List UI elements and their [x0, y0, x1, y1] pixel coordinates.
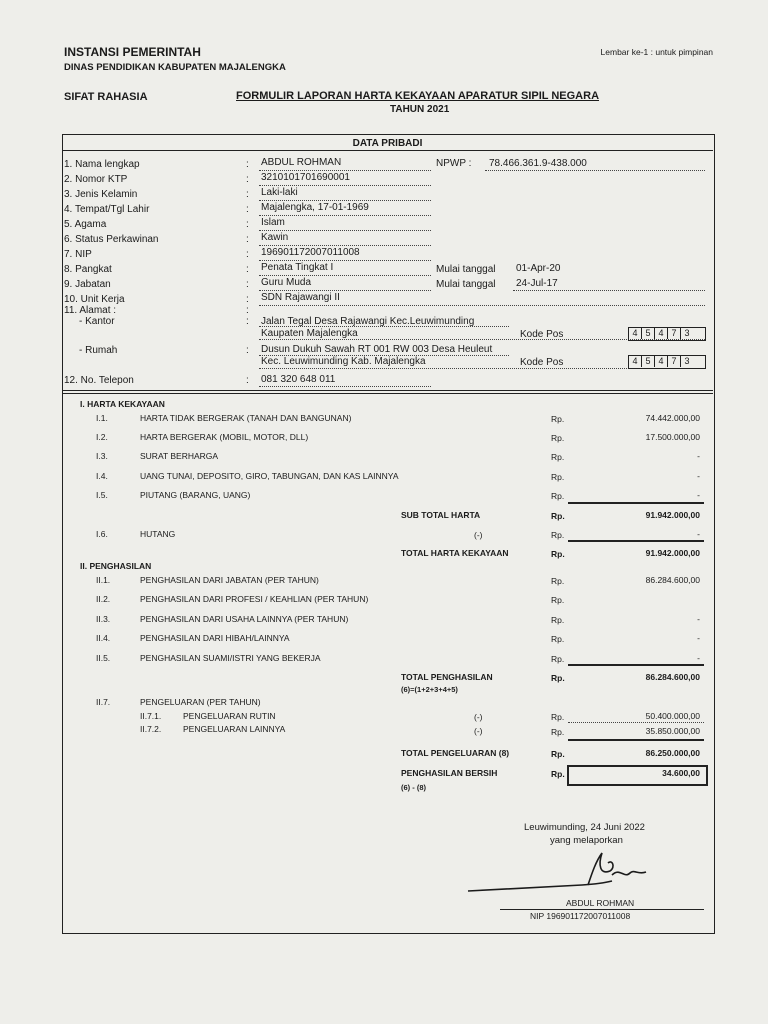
colon: : [246, 375, 249, 386]
field-label-religion: 5. Agama [64, 219, 107, 230]
currency: Rp. [551, 549, 565, 559]
rank-since-label: Mulai tanggal [436, 264, 496, 275]
income-code: II.1. [96, 575, 111, 585]
divider [62, 150, 713, 151]
debt-code: I.6. [96, 529, 108, 539]
currency: Rp. [551, 595, 565, 605]
postcode-digit: 3 [684, 356, 690, 366]
income-amount: 86.284.600,00 [645, 575, 700, 585]
income-title: II. PENGHASILAN [80, 561, 152, 571]
postcode-digit: 7 [668, 356, 681, 367]
field-label-birth: 4. Tempat/Tgl Lahir [64, 204, 150, 215]
asset-code: I.5. [96, 490, 108, 500]
field-label-rank: 8. Pangkat [64, 264, 112, 275]
debt-amount: - [697, 529, 700, 539]
expense-amount: 50.400.000,00 [645, 711, 700, 721]
colon: : [246, 234, 249, 245]
colon: : [246, 345, 249, 356]
subtotal-amount: 91.942.000,00 [645, 510, 700, 520]
postcode-digit: 4 [629, 328, 642, 339]
total-assets-label: TOTAL HARTA KEKAYAAN [401, 548, 509, 558]
expense-amount: 35.850.000,00 [645, 726, 700, 736]
field-value-nip: 196901172007011008 [261, 247, 360, 258]
field-value-name: ABDUL ROHMAN [261, 157, 342, 168]
income-code: II.2. [96, 594, 111, 604]
postcode-digit: 5 [642, 328, 655, 339]
income-amount: - [697, 653, 700, 663]
net-income-amount: 34.600,00 [662, 768, 700, 778]
minus-sign: (-) [474, 726, 483, 736]
colon: : [246, 159, 249, 170]
currency: Rp. [551, 530, 565, 540]
income-desc: PENGHASILAN SUAMI/ISTRI YANG BEKERJA [140, 653, 321, 663]
colon: : [246, 279, 249, 290]
asset-desc: SURAT BERHARGA [140, 451, 219, 461]
field-label-nip: 7. NIP [64, 249, 92, 260]
home-address-line1: Dusun Dukuh Sawah RT 001 RW 003 Desa Heuleut [261, 344, 493, 355]
institution-name: INSTANSI PEMERINTAH [64, 45, 201, 59]
office-address-line1: Jalan Tegal Desa Rajawangi Kec.Leuwimunding [261, 316, 475, 327]
currency: Rp. [551, 491, 565, 501]
field-value-unit: SDN Rajawangi II [261, 292, 340, 303]
phone-label: 12. No. Telepon [64, 375, 134, 386]
field-value-religion: Islam [261, 217, 285, 228]
total-income-label: TOTAL PENGHASILAN [401, 672, 493, 682]
asset-desc: PIUTANG (BARANG, UANG) [140, 490, 251, 500]
classification-label: SIFAT RAHASIA [64, 91, 148, 103]
income-code: II.4. [96, 633, 111, 643]
office-address-line2: Kaupaten Majalengka [261, 328, 358, 339]
asset-code: I.1. [96, 413, 108, 423]
net-income-label: PENGHASILAN BERSIH [401, 768, 498, 778]
currency: Rp. [551, 433, 565, 443]
postcode-digit: 3 [684, 328, 690, 338]
net-income-formula: (6) - (8) [401, 783, 426, 792]
currency: Rp. [551, 576, 565, 586]
sum-rule [568, 540, 704, 542]
section-title-personal: DATA PRIBADI [352, 138, 423, 149]
field-value-ktp: 3210101701690001 [261, 172, 350, 183]
fill-line [568, 722, 704, 723]
currency: Rp. [551, 654, 565, 664]
phone-value: 081 320 648 011 [261, 374, 336, 385]
handwritten-signature-icon [462, 845, 662, 900]
currency: Rp. [551, 727, 565, 737]
currency: Rp. [551, 673, 565, 683]
fill-line [259, 305, 705, 306]
fill-line [259, 260, 431, 261]
office-postcode-boxes [628, 327, 706, 341]
office-postcode-label: Kode Pos [520, 329, 564, 340]
postcode-digit: 4 [655, 328, 668, 339]
income-amount: - [697, 633, 700, 643]
colon: : [246, 174, 249, 185]
expense-code: II.7. [96, 697, 111, 707]
expense-desc: PENGELUARAN LAINNYA [183, 724, 286, 734]
colon: : [246, 294, 249, 305]
minus-sign: (-) [474, 530, 483, 540]
fill-line [259, 200, 431, 201]
total-assets-amount: 91.942.000,00 [645, 548, 700, 558]
field-label-gender: 3. Jenis Kelamin [64, 189, 138, 200]
office-label: - Kantor [79, 316, 115, 327]
postcode-digit: 4 [655, 356, 668, 367]
currency: Rp. [551, 712, 565, 722]
colon: : [246, 189, 249, 200]
asset-amount: 74.442.000,00 [645, 413, 700, 423]
address-label: 11. Alamat : [64, 305, 117, 316]
fill-line [259, 170, 431, 171]
home-label: - Rumah [79, 345, 118, 356]
income-desc: PENGHASILAN DARI PROFESI / KEAHLIAN (PER TAHUN) [140, 594, 369, 604]
colon: : [246, 249, 249, 260]
colon: : [246, 264, 249, 275]
signer-nip: NIP 196901172007011008 [530, 911, 631, 921]
total-expense-amount: 86.250.000,00 [645, 748, 700, 758]
currency: Rp. [551, 634, 565, 644]
asset-amount: 17.500.000,00 [645, 432, 700, 442]
debt-desc: HUTANG [140, 529, 176, 539]
expense-desc: PENGELUARAN RUTIN [183, 711, 276, 721]
minus-sign: (-) [474, 712, 483, 722]
total-income-amount: 86.284.600,00 [645, 672, 700, 682]
npwp-value: 78.466.361.9-438.000 [489, 158, 587, 169]
total-expense-label: TOTAL PENGELUARAN (8) [401, 748, 510, 758]
form-year: TAHUN 2021 [390, 104, 450, 115]
field-value-rank: Penata Tingkat I [261, 262, 334, 273]
fill-line [485, 170, 705, 171]
fill-line [259, 290, 431, 291]
asset-code: I.2. [96, 432, 108, 442]
field-value-gender: Laki-laki [261, 187, 298, 198]
field-value-marital: Kawin [261, 232, 289, 243]
currency: Rp. [551, 615, 565, 625]
currency: Rp. [551, 452, 565, 462]
divider [62, 390, 713, 391]
asset-amount: - [697, 451, 700, 461]
npwp-label: NPWP : [436, 158, 472, 169]
income-desc: PENGHASILAN DARI USAHA LAINNYA (PER TAHUN) [140, 614, 349, 624]
income-code: II.5. [96, 653, 111, 663]
asset-code: I.3. [96, 451, 108, 461]
form-title: FORMULIR LAPORAN HARTA KEKAYAAN APARATUR SIPIL NEGARA [236, 90, 600, 102]
postcode-digit: 4 [629, 356, 642, 367]
position-since-label: Mulai tanggal [436, 279, 496, 290]
currency: Rp. [551, 749, 565, 759]
income-amount: - [697, 614, 700, 624]
fill-line [259, 326, 509, 327]
field-label-ktp: 2. Nomor KTP [64, 174, 128, 185]
reporter-label: yang melaporkan [550, 835, 623, 846]
currency: Rp. [551, 472, 565, 482]
department-name: DINAS PENDIDIKAN KABUPATEN MAJALENGKA [64, 62, 286, 73]
field-value-position: Guru Muda [261, 277, 312, 288]
field-label-name: 1. Nama lengkap [64, 159, 140, 170]
asset-code: I.4. [96, 471, 108, 481]
fill-line [259, 185, 431, 186]
asset-amount: - [697, 471, 700, 481]
currency: Rp. [551, 511, 565, 521]
field-value-birth: Majalengka, 17-01-1969 [261, 202, 369, 213]
fill-line [259, 275, 431, 276]
colon: : [246, 204, 249, 215]
home-postcode-label: Kode Pos [520, 357, 564, 368]
home-postcode-boxes [628, 355, 706, 369]
colon: : [246, 219, 249, 230]
expense-code: II.7.2. [140, 724, 162, 734]
fill-line [259, 386, 431, 387]
postcode-digit: 7 [668, 328, 681, 339]
position-since-value: 24-Jul-17 [516, 278, 558, 289]
assets-title: I. HARTA KEKAYAAN [80, 399, 165, 409]
asset-desc: UANG TUNAI, DEPOSITO, GIRO, TABUNGAN, DAN KAS LAINNYA [140, 471, 399, 481]
income-desc: PENGHASILAN DARI JABATAN (PER TAHUN) [140, 575, 319, 585]
currency: Rp. [551, 414, 565, 424]
home-address-line2: Kec. Leuwimunding Kab. Majalengka [261, 356, 426, 367]
rank-since-value: 01-Apr-20 [516, 263, 561, 274]
expense-title: PENGELUARAN (PER TAHUN) [140, 697, 261, 707]
postcode-digit: 5 [642, 356, 655, 367]
signer-name: ABDUL ROHMAN [566, 898, 635, 908]
field-label-marital: 6. Status Perkawinan [64, 234, 159, 245]
fill-line [259, 215, 431, 216]
field-label-unit: 10. Unit Kerja [64, 294, 125, 305]
currency: Rp. [551, 769, 565, 779]
subtotal-label: SUB TOTAL HARTA [401, 510, 481, 520]
fill-line [513, 290, 705, 291]
income-code: II.3. [96, 614, 111, 624]
total-income-formula: (6)=(1+2+3+4+5) [401, 685, 458, 694]
asset-amount: - [697, 490, 700, 500]
sum-rule [568, 739, 704, 741]
place-date: Leuwimunding, 24 Juni 2022 [524, 822, 645, 833]
asset-desc: HARTA BERGERAK (MOBIL, MOTOR, DLL) [140, 432, 309, 442]
fill-line [259, 245, 431, 246]
field-label-position: 9. Jabatan [64, 279, 111, 290]
fill-line [259, 230, 431, 231]
copy-note: Lembar ke-1 : untuk pimpinan [600, 47, 713, 57]
signature-rule [500, 909, 704, 910]
asset-desc: HARTA TIDAK BERGERAK (TANAH DAN BANGUNAN) [140, 413, 352, 423]
expense-code: II.7.1. [140, 711, 162, 721]
income-desc: PENGHASILAN DARI HIBAH/LAINNYA [140, 633, 290, 643]
divider [62, 393, 713, 394]
sum-rule [568, 664, 704, 666]
colon: : [246, 305, 249, 316]
colon: : [246, 316, 249, 327]
sum-rule [568, 502, 704, 504]
